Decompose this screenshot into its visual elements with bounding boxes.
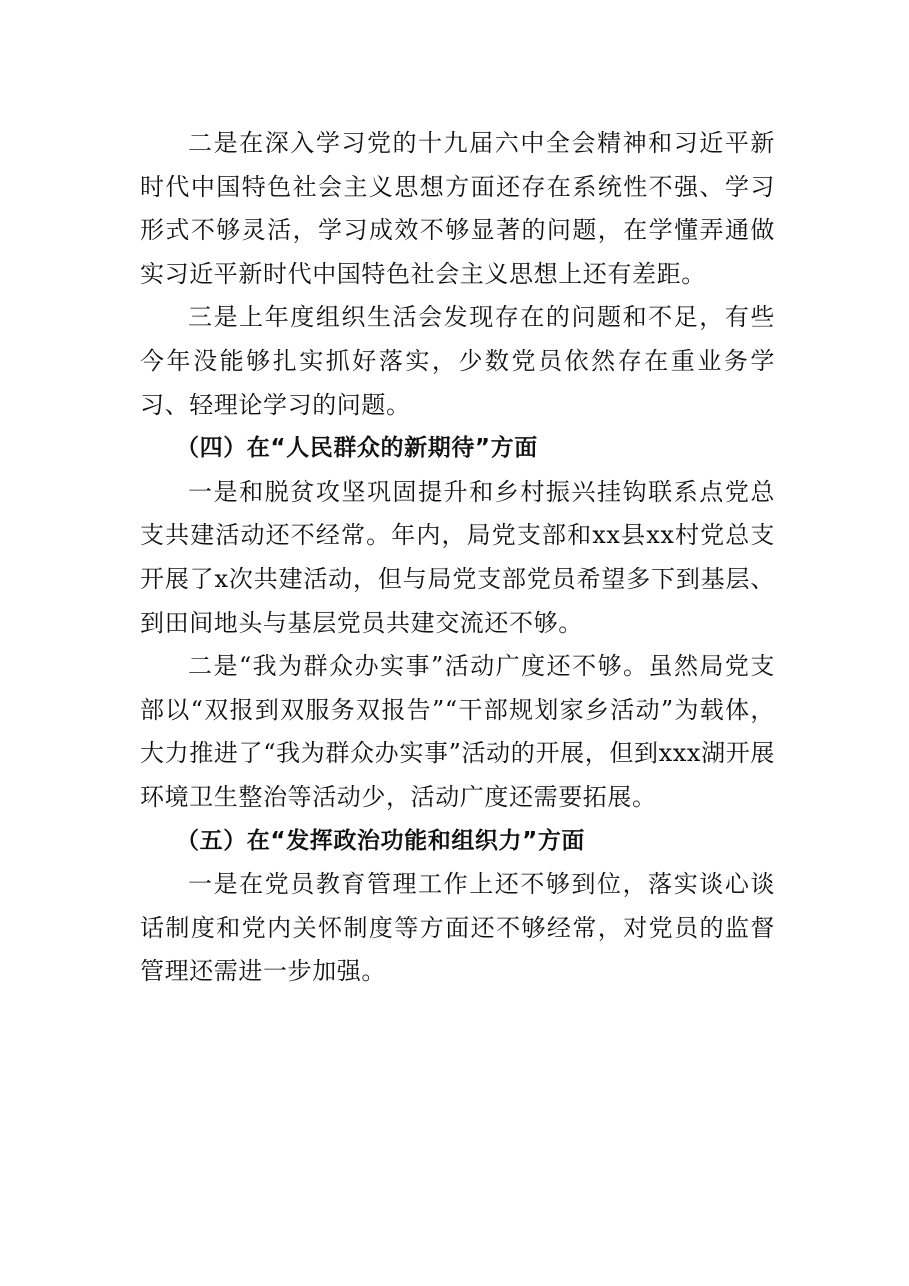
- paragraph-last-year-issues: 三是上年度组织生活会发现存在的问题和不足，有些今年没能够扎实抓好落实，少数党员依然存在重业务学习、轻理论学习的问题。: [140, 303, 775, 419]
- section-heading-4: （四）在“人民群众的新期待”方面: [176, 435, 538, 462]
- paragraph-practical-work: 二是“我为群众办实事”活动广度还不够。虽然局党支部以“双报到双服务双报告”“干部规划家乡活动”为载体，大力推进了“我为群众办实事”活动的开展，但到xxx湖开展环境卫生整治等活动少，活动广度还需要拓展。: [140, 652, 775, 811]
- section-heading-5: （五）在“发挥政治功能和组织力”方面: [176, 827, 586, 854]
- paragraph-joint-building: 一是和脱贫攻坚巩固提升和乡村振兴挂钩联系点党总支共建活动还不经常。年内，局党支部和xx县xx村党总支开展了x次共建活动，但与局党支部党员希望多下到基层、到田间地头与基层党员共建交流还不够。: [140, 477, 775, 637]
- document-body: [140, 122, 775, 994]
- paragraph-study-gap: 二是在深入学习党的十九届六中全会精神和习近平新时代中国特色社会主义思想方面还存在系统性不强、学习形式不够灵活，学习成效不够显著的问题，在学懂弄通做实习近平新时代中国特色社会主义思想上还有差距。: [140, 129, 775, 288]
- paragraph-member-management: 一是在党员教育管理工作上还不够到位，落实谈心谈话制度和党内关怀制度等方面还不够经常，对党员的监督管理还需进一步加强。: [140, 870, 775, 986]
